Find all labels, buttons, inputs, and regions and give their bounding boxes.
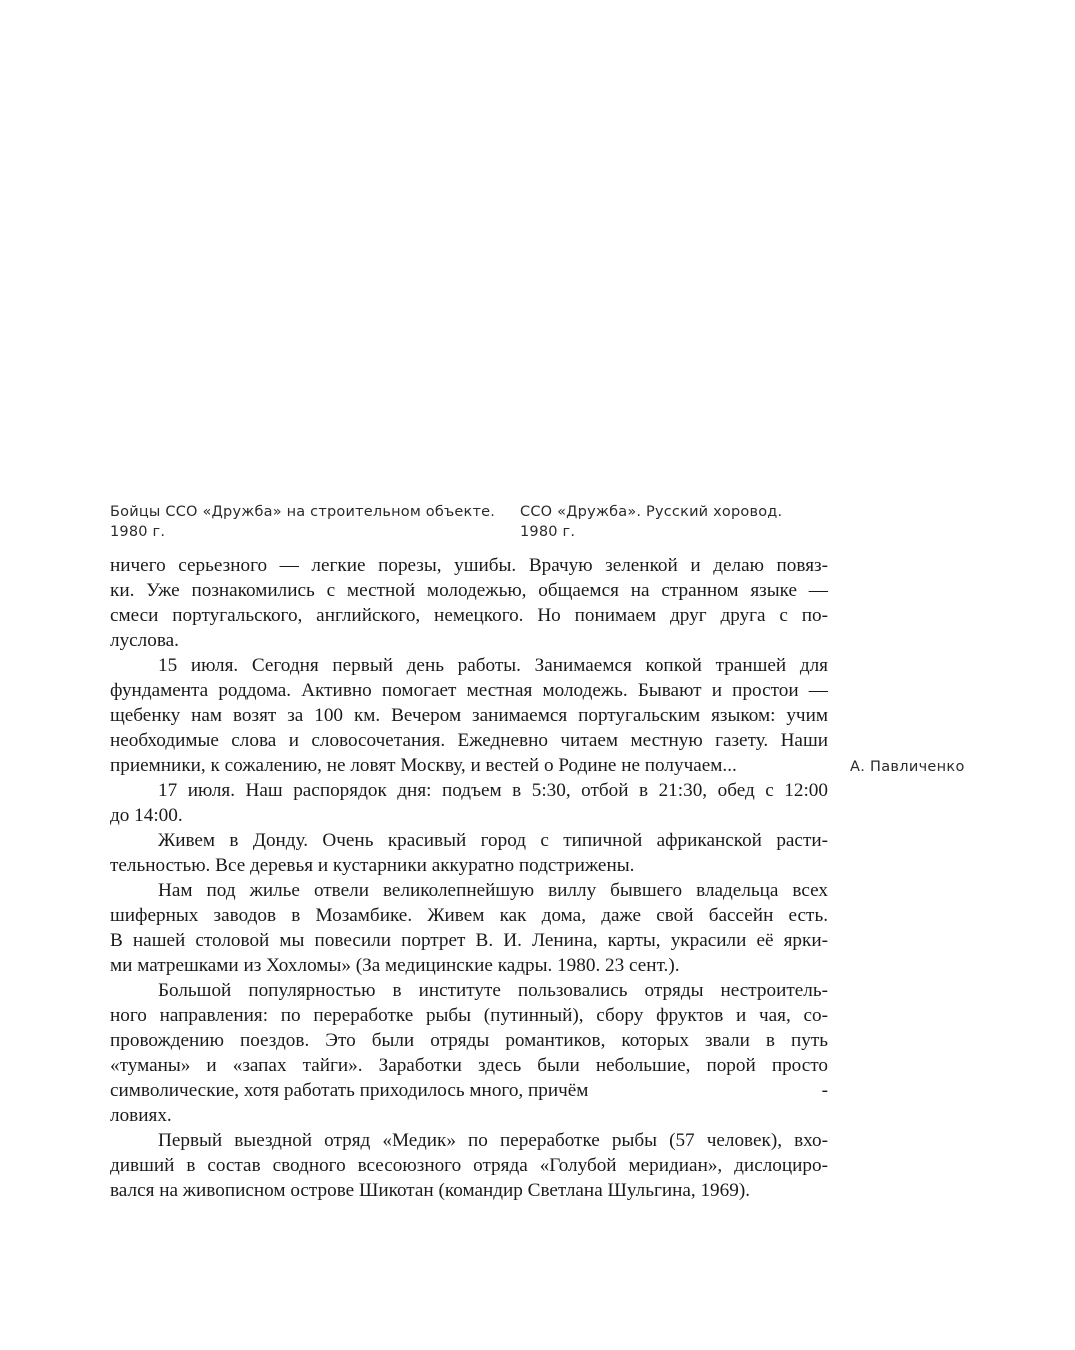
caption-right-text: ССО «Дружба». Русский хоровод. [520, 504, 783, 520]
text-line-partial [110, 1078, 828, 1103]
photo-caption-left [110, 502, 495, 542]
text-line: ми матрешками из Хохломы» (За медицинские кадры. 1980. 23 сент.). [110, 955, 680, 976]
text-line: Большой популярностью в институте пользовались отряды нестроитель- [158, 980, 828, 1001]
paragraph [110, 553, 828, 653]
text-line: В нашей столовой мы повесили портрет В. И. Ленина, карты, украсили её ярки- [110, 930, 828, 951]
paragraph [110, 1128, 828, 1203]
text-line: Первый выездной отряд «Медик» по переработке рыбы (57 человек), вхо- [158, 1130, 828, 1151]
text-line: смеси португальского, английского, немецкого. Но понимаем друг друга с по- [110, 605, 828, 626]
text-line: 15 июля. Сегодня первый день работы. Занимаемся копкой траншей для [158, 655, 828, 676]
paragraph [110, 828, 828, 878]
text-line: 17 июля. Наш распорядок дня: подъем в 5:30, отбой в 21:30, обед с 12:00 [158, 780, 828, 801]
paragraph [110, 878, 828, 978]
text-line: ки. Уже познакомились с местной молодежью, общаемся на странном языке — [110, 580, 828, 601]
text-line: «туманы» и «запах тайги». Заработки здесь были небольшие, порой просто [110, 1055, 828, 1076]
text-fragment: символические, хотя работать приходилось много, причём [110, 1080, 589, 1101]
text-line: вался на живописном острове Шикотан (командир Светлана Шульгина, 1969). [110, 1180, 751, 1201]
text-line: провождению поездов. Это были отряды романтиков, которых звали в путь [110, 1030, 828, 1051]
text-line: тельностью. Все деревья и кустарники аккуратно подстрижены. [110, 855, 635, 876]
text-line: до 14:00. [110, 805, 183, 826]
caption-left-year: 1980 г. [110, 524, 166, 540]
text-line: фундамента роддома. Активно помогает местная молодежь. Бывают и простои — [110, 680, 828, 701]
text-line: дивший в состав сводного всесоюзного отряда «Голубой меридиан», дислоциро- [110, 1155, 828, 1176]
text-fragment-hyphen: - [821, 1080, 828, 1101]
text-line: шиферных заводов в Мозамбике. Живем как дома, даже свой бассейн есть. [110, 905, 828, 926]
text-line: щебенку нам возят за 100 км. Вечером занимаемся португальским языком: учим [110, 705, 828, 726]
text-line: Живем в Донду. Очень красивый город с типичной африканской расти- [158, 830, 828, 851]
text-line: Нам под жилье отвели великолепнейшую виллу бывшего владельца всех [158, 880, 828, 901]
caption-right-year: 1980 г. [520, 524, 576, 540]
paragraph [110, 778, 828, 828]
caption-left-text: Бойцы ССО «Дружба» на строительном объекте. [110, 504, 496, 520]
paragraph [110, 653, 828, 778]
text-line: ловиях. [110, 1105, 172, 1126]
paragraph [110, 978, 828, 1128]
text-line: приемники, к сожалению, не ловят Москву, и вестей о Родине не получаем... [110, 755, 737, 776]
side-note-author: А. Павличенко [850, 759, 965, 775]
text-line: необходимые слова и словосочетания. Ежедневно читаем местную газету. Наши [110, 730, 828, 751]
text-line: луслова. [110, 630, 179, 651]
body-text [110, 553, 828, 1203]
photo-caption-right [520, 502, 782, 542]
text-line: ничего серьезного — легкие порезы, ушибы. Врачую зеленкой и делаю повяз- [110, 555, 828, 576]
text-line: ного направления: по переработке рыбы (путинный), сбору фруктов и чая, со- [110, 1005, 828, 1026]
